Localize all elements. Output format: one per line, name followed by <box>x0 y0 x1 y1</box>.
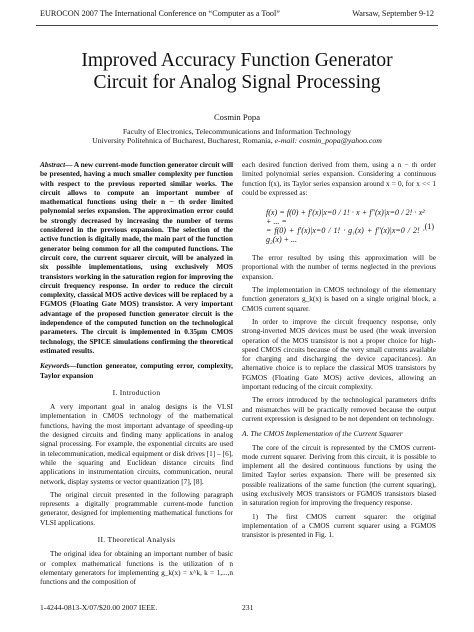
section-heading-theory: II. Theoretical Analysis <box>97 534 176 544</box>
subsection-heading-cmos-squarer: A. The CMOS Implementation of the Current Squarer <box>242 429 403 439</box>
affiliation-university: University Politehnica of Bucharest, Bucharest, Romania, <box>92 136 275 146</box>
theory-paragraph-1: The original idea for obtaining an important number of basic or complex mathematical functions is the utilization of n elementary generators for implementing g_k(x) = x^k, k = 1,...,n functions and the composition of <box>40 549 233 587</box>
squarer-paragraph: The core of the circuit is represented by the CMOS current-mode current squarer. Deriving from this circuit, it is possible to implement all the desired continuous functions by using the limited Taylor series expansion. There will be presented six possible realizations of the same function (the current squaring), using exclusively MOS transistors or FGMOS transistors biased in saturation region for improving the frequency response. <box>242 442 436 508</box>
equation-line-1: f(x) = f(0) + f′(x)|x=0 / 1! · x + f″(x)|x=0 / 2! · x² + ... = <box>266 207 425 226</box>
keywords-label: Keywords <box>40 361 70 371</box>
copyright-line: 1-4244-0813-X/07/$20.00 2007 IEEE. <box>40 603 158 612</box>
header-divider <box>36 25 438 26</box>
left-column <box>40 160 233 590</box>
title-line-2: Circuit for Analog Signal Processing <box>93 72 381 93</box>
paper-title <box>20 50 454 94</box>
errors-paragraph: The errors introduced by the technological parameters drifts and mismatches will be practically removed because the output current expression is designed to be not dependent on technology. <box>242 395 436 423</box>
conference-name: EUROCON 2007 The International Conference on “Computer as a Tool” <box>40 9 280 18</box>
keywords-text: —function generator, computing error, complexity, Taylor expansion <box>40 361 233 380</box>
affiliation-line-1: Faculty of Electronics, Telecommunications and Information Technology <box>122 127 352 136</box>
implementation-paragraph: The implementation in CMOS technology of the elementary function generators g_k(x) is based on a single original block, a CMOS current squarer. <box>242 285 436 313</box>
conference-date: Warsaw, September 9-12 <box>352 9 434 18</box>
right-column <box>242 160 436 544</box>
affiliation-line-2 <box>20 136 454 145</box>
first-squarer-paragraph: 1) The first CMOS current squarer: the original implementation of a CMOS current squarer using a FGMOS transistor is presented in Fig. 1. <box>242 511 436 540</box>
frequency-paragraph: In order to improve the circuit frequency response, only strong-inverted MOS devices must be used (the weak inversion operation of the MOS transistor is not a proper choice for high-speed CMOS circuits because of the very small currents available for charging and discharging the device capacitances). An alternative choice is to replace the classical MOS transistors by FGMOS (Floating Gate MOS) active devices, allowing an important reducing of the circuit complexity. <box>242 316 436 392</box>
abstract-label: Abstract <box>40 160 66 169</box>
author-email: e-mail: cosmin_popa@yahoo.com <box>274 136 382 146</box>
theory-paragraph-continued: each desired function derived from them, using a n − th order limited polynomial series expansion. Considering a continuous function f(x), its Taylor series expansion around x = 0, for x << 1 could be expressed as: <box>242 160 436 197</box>
running-header <box>40 9 434 23</box>
author-affiliation <box>20 127 454 146</box>
page-footer <box>40 603 434 612</box>
intro-paragraph-2: The original circuit presented in the following paragraph represents a digitally programmable current-mode function generator, designed for implementing mathematical functions for VLSI applications. <box>40 489 233 527</box>
author-name: Cosmin Popa <box>213 112 261 122</box>
equation-body <box>242 208 425 245</box>
error-paragraph: The error resulted by using this approximation will be proportional with the number of terms neglected in the previous expansion. <box>242 253 436 281</box>
abstract-text: — A new current-mode function generator circuit will be presented, having a much smaller complexity per function with respect to the previous reported similar works. The circuit allows to compute an important number of mathematical functions using their n − th order limited polynomial series expansion. The approximation error could be strongly decreased by increasing the number of terms considered in the previous expansion. The selection of the active function is digitally made, the main part of the function generator being common for all the computed functions. The circuit core, the current squarer circuit, will be analyzed in six possible implementations, using exclusively MOS transistors working in the saturation region for improving the circuit frequency response. In order to reduce the circuit complexity, classical MOS active devices will be replaced by a FGMOS (Floating Gate MOS) transistor. A very important advantage of the proposed function generator circuit is the independence of the computed function on the technological parameters. The circuit is implemented in 0.35μm CMOS technology, the SPICE simulations confirming the theoretical estimated results. <box>40 160 233 355</box>
keywords <box>40 361 233 380</box>
section-heading-introduction: I. Introduction <box>112 387 161 397</box>
equation-1 <box>242 203 436 249</box>
abstract <box>40 160 233 355</box>
equation-line-2: = f(0) + f′(x)|x=0 / 1! · g₁(x) + f″(x)|x=0 / 2! · g₂(x) + ... <box>266 226 425 245</box>
title-line-1: Improved Accuracy Function Generator <box>81 50 393 71</box>
equation-number: (1) <box>424 221 434 231</box>
page-number: 231 <box>242 603 254 612</box>
intro-paragraph-1: A very important goal in analog designs is the VLSI implementation in CMOS technology of the mathematical functions, having the most important advantage of speeding-up the designed circuits and finding many applications in analog signal processing. For example, the exponential circuits are used in telecommunication, medical equipment or disk drives [1] – [6], while the squaring and Euclidean distance circuits find applications in instrumentation circuits, communication, neural network, display systems or vector quantization [7], [8]. <box>40 402 233 486</box>
